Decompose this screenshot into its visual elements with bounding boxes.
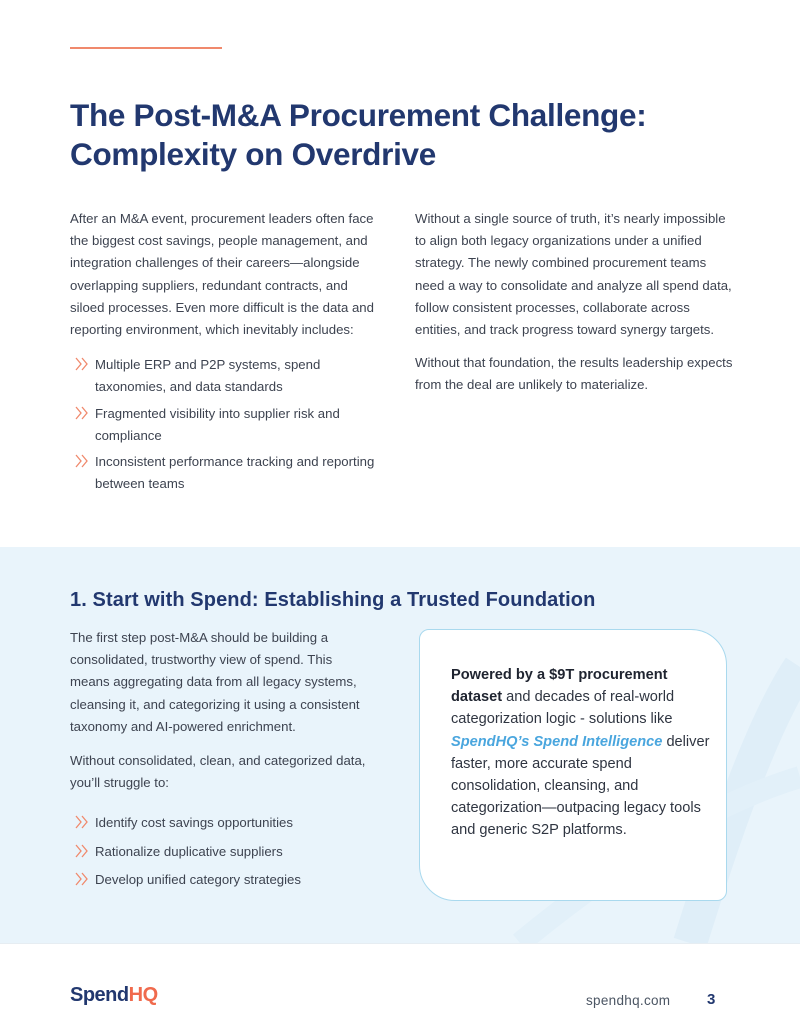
list-item bbox=[70, 451, 375, 495]
website-link[interactable]: spendhq.com bbox=[586, 993, 671, 1008]
intro-right-paragraph-2: Without that foundation, the results leadership expects from the deal are unlikely to materialize. bbox=[415, 355, 733, 393]
section-paragraph-1: The first step post-M&A should be building a consolidated, trustworthy view of spend. This means aggregating data from all legacy systems, cleansing it, and categorizing it using a consistent taxonomy and AI-powered enrichment. bbox=[70, 630, 360, 734]
intro-right-column bbox=[415, 208, 735, 408]
intro-left-paragraph: After an M&A event, procurement leaders often face the biggest cost savings, people management, and integration challenges of their careers—alongside overlapping suppliers, redundant contracts, and siloed processes. Even more difficult is the data and reporting environment, which inevitably includes: bbox=[70, 211, 374, 338]
logo-spend-text: Spend bbox=[70, 984, 129, 1006]
page-title bbox=[70, 96, 730, 174]
section-paragraph-2: Without consolidated, clean, and categorized data, you’ll struggle to: bbox=[70, 753, 366, 791]
callout-text bbox=[451, 664, 711, 842]
page-title-line-1: The Post-M&A Procurement Challenge: bbox=[70, 97, 647, 133]
chevron-double-right-icon bbox=[74, 356, 90, 372]
chevron-double-right-icon bbox=[74, 843, 90, 859]
callout-text-part-2: deliver faster, more accurate spend consolidation, cleansing, and categorization—outpacing legacy tools and generic S2P platforms. bbox=[451, 733, 710, 839]
list-item-text: Rationalize duplicative suppliers bbox=[95, 843, 283, 859]
spend-section-band bbox=[0, 547, 800, 943]
list-item bbox=[70, 869, 370, 891]
list-item bbox=[70, 812, 370, 834]
section-title: 1. Start with Spend: Establishing a Trusted Foundation bbox=[70, 589, 596, 611]
intro-right-paragraph-1: Without a single source of truth, it’s nearly impossible to align both legacy organizations under a unified strategy. The newly combined procurement teams need a way to consolidate and analyze all spend data, follow consistent processes, collaborate across entities, and track progress toward synergy targets. bbox=[415, 211, 732, 338]
callout-box bbox=[419, 629, 727, 901]
list-item-text: Inconsistent performance tracking and reporting between teams bbox=[95, 454, 375, 492]
list-item-text: Fragmented visibility into supplier risk and compliance bbox=[95, 405, 340, 443]
list-item-text: Multiple ERP and P2P systems, spend taxonomies, and data standards bbox=[95, 357, 321, 395]
section-body bbox=[70, 627, 370, 897]
callout-bold-text: Powered by a $9T procurement dataset bbox=[451, 667, 668, 706]
chevron-double-right-icon bbox=[74, 814, 90, 830]
chevron-double-right-icon bbox=[74, 405, 90, 421]
list-item bbox=[70, 403, 375, 447]
page-title-line-2: Complexity on Overdrive bbox=[70, 136, 436, 172]
list-item-text: Develop unified category strategies bbox=[95, 871, 301, 887]
list-item-text: Identify cost savings opportunities bbox=[95, 815, 293, 831]
intro-bullet-list bbox=[70, 354, 375, 495]
chevron-double-right-icon bbox=[74, 871, 90, 887]
callout-text-part-1: and decades of real-world categorization logic - solutions like bbox=[451, 689, 675, 728]
list-item bbox=[70, 841, 370, 863]
list-item bbox=[70, 354, 375, 398]
page-number: 3 bbox=[707, 991, 716, 1008]
chevron-double-right-icon bbox=[74, 453, 90, 469]
footer-divider bbox=[0, 943, 800, 944]
logo-hq-text: HQ bbox=[128, 984, 158, 1006]
section-bullet-list bbox=[70, 812, 370, 891]
spendhq-logo bbox=[70, 984, 158, 1007]
header-accent-line bbox=[70, 47, 222, 49]
spend-intelligence-link[interactable]: SpendHQ’s Spend Intelligence bbox=[451, 733, 663, 750]
intro-left-column bbox=[70, 208, 375, 499]
